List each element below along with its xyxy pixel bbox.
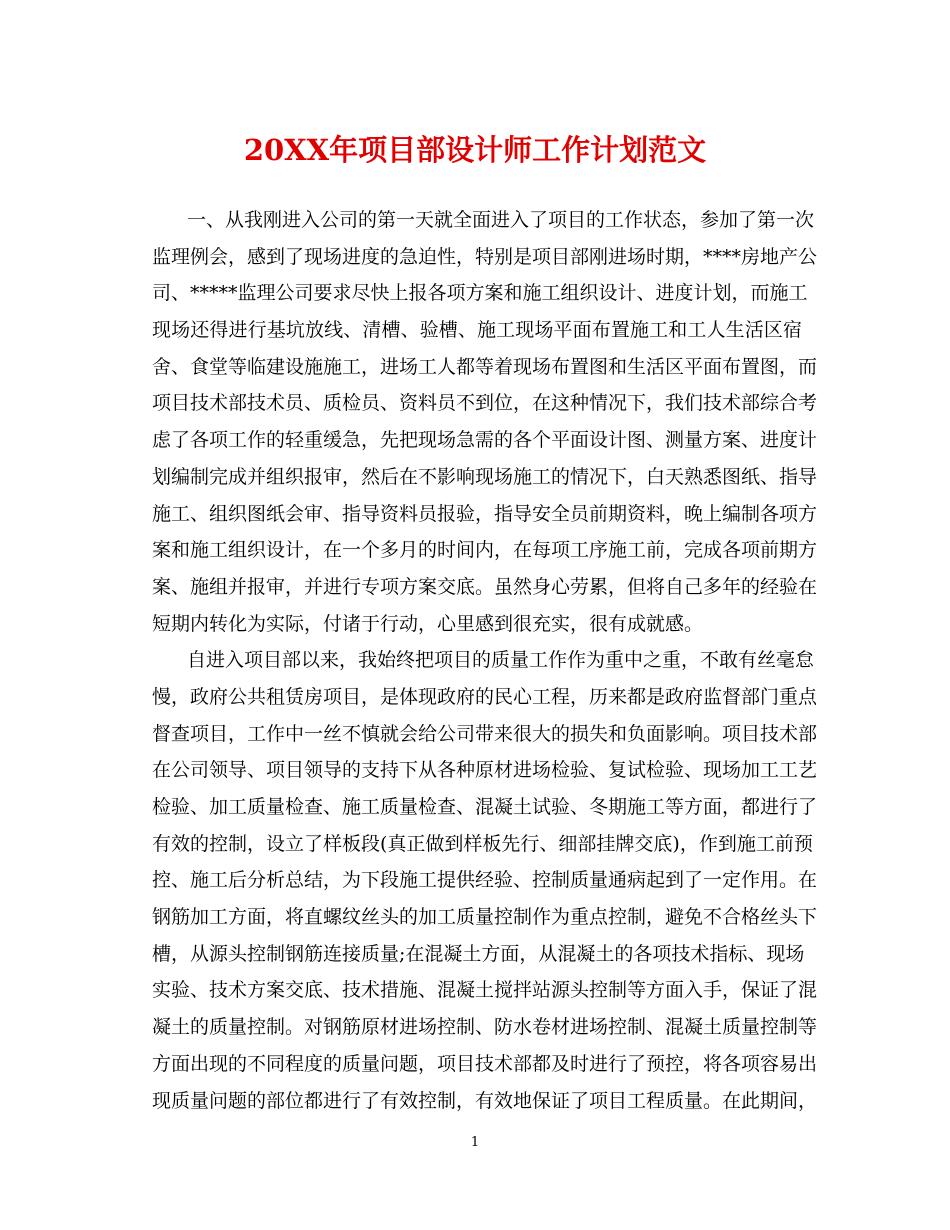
paragraph-line: 自进入项目部以来，我始终把项目的质量工作作为重中之重，不敢有丝毫怠 — [187, 649, 815, 672]
paragraph-line: 监理例会，感到了现场进度的急迫性，特别是项目部刚进场时期，****房地产公 — [152, 245, 818, 268]
paragraph-line: 在公司领导、项目领导的支持下从各种原材进场检验、复试检验、现场加工工艺 — [152, 759, 818, 782]
paragraph-line: 慢，政府公共租赁房项目，是体现政府的民心工程，历来都是政府监督部门重点 — [152, 685, 818, 708]
paragraph-line: 控、施工后分析总结，为下段施工提供经验、控制质量通病起到了一定作用。在 — [152, 869, 818, 892]
paragraph-line: 凝土的质量控制。对钢筋原材进场控制、防水卷材进场控制、混凝土质量控制等 — [152, 1016, 818, 1039]
paragraph-line: 案和施工组织设计，在一个多月的时间内，在每项工序施工前，完成各项前期方 — [152, 539, 818, 562]
paragraph-line: 钢筋加工方面，将直螺纹丝头的加工质量控制作为重点控制，避免不合格丝头下 — [152, 906, 818, 929]
paragraph-line: 舍、食堂等临建设施施工，进场工人都等着现场布置图和生活区平面布置图，而 — [152, 355, 818, 378]
paragraph-line: 现质量问题的部位都进行了有效控制，有效地保证了项目工程质量。在此期间， — [152, 1089, 818, 1112]
document-title: 20XX年项目部设计师工作计划范文 — [243, 133, 707, 167]
paragraph-line: 短期内转化为实际，付诸于行动，心里感到很充实，很有成就感。 — [152, 612, 704, 635]
paragraph-line: 施工、组织图纸会审、指导资料员报验，指导安全员前期资料，晚上编制各项方 — [152, 502, 818, 525]
page-number: 1 — [470, 1135, 480, 1150]
paragraph-line: 一、从我刚进入公司的第一天就全面进入了项目的工作状态，参加了第一次 — [187, 209, 815, 231]
paragraph-line: 案、施组并报审，并进行专项方案交底。虽然身心劳累，但将自己多年的经验在 — [152, 575, 818, 598]
paragraph-2 — [152, 646, 818, 1123]
paragraph-line: 督查项目，工作中一丝不慎就会给公司带来很大的损失和负面影响。项目技术部 — [152, 722, 818, 745]
document-body — [152, 206, 818, 1123]
paragraph-line: 划编制完成并组织报审，然后在不影响现场施工的情况下，白天熟悉图纸、指导 — [152, 465, 818, 488]
paragraph-line: 槽，从源头控制钢筋连接质量;在混凝土方面，从混凝土的各项技术指标、现场 — [152, 942, 805, 965]
paragraph-line: 有效的控制，设立了样板段(真正做到样板先行、细部挂牌交底)，作到施工前预 — [152, 832, 813, 855]
paragraph-1 — [152, 206, 818, 646]
paragraph-line: 现场还得进行基坑放线、清槽、验槽、施工现场平面布置施工和工人生活区宿 — [152, 319, 802, 342]
paragraph-line: 检验、加工质量检查、施工质量检查、混凝土试验、冬期施工等方面，都进行了 — [152, 796, 818, 818]
paragraph-line: 项目技术部技术员、质检员、资料员不到位，在这种情况下，我们技术部综合考 — [152, 392, 818, 415]
paragraph-line: 司、*****监理公司要求尽快上报各项方案和施工组织设计、进度计划，而施工 — [152, 282, 808, 305]
paragraph-line: 方面出现的不同程度的质量问题，项目技术部都及时进行了预控，将各项容易出 — [152, 1052, 818, 1075]
paragraph-line: 实验、技术方案交底、技术措施、混凝土搅拌站源头控制等方面入手，保证了混 — [152, 979, 818, 1002]
paragraph-line: 虑了各项工作的轻重缓急，先把现场急需的各个平面设计图、测量方案、进度计 — [152, 429, 818, 452]
